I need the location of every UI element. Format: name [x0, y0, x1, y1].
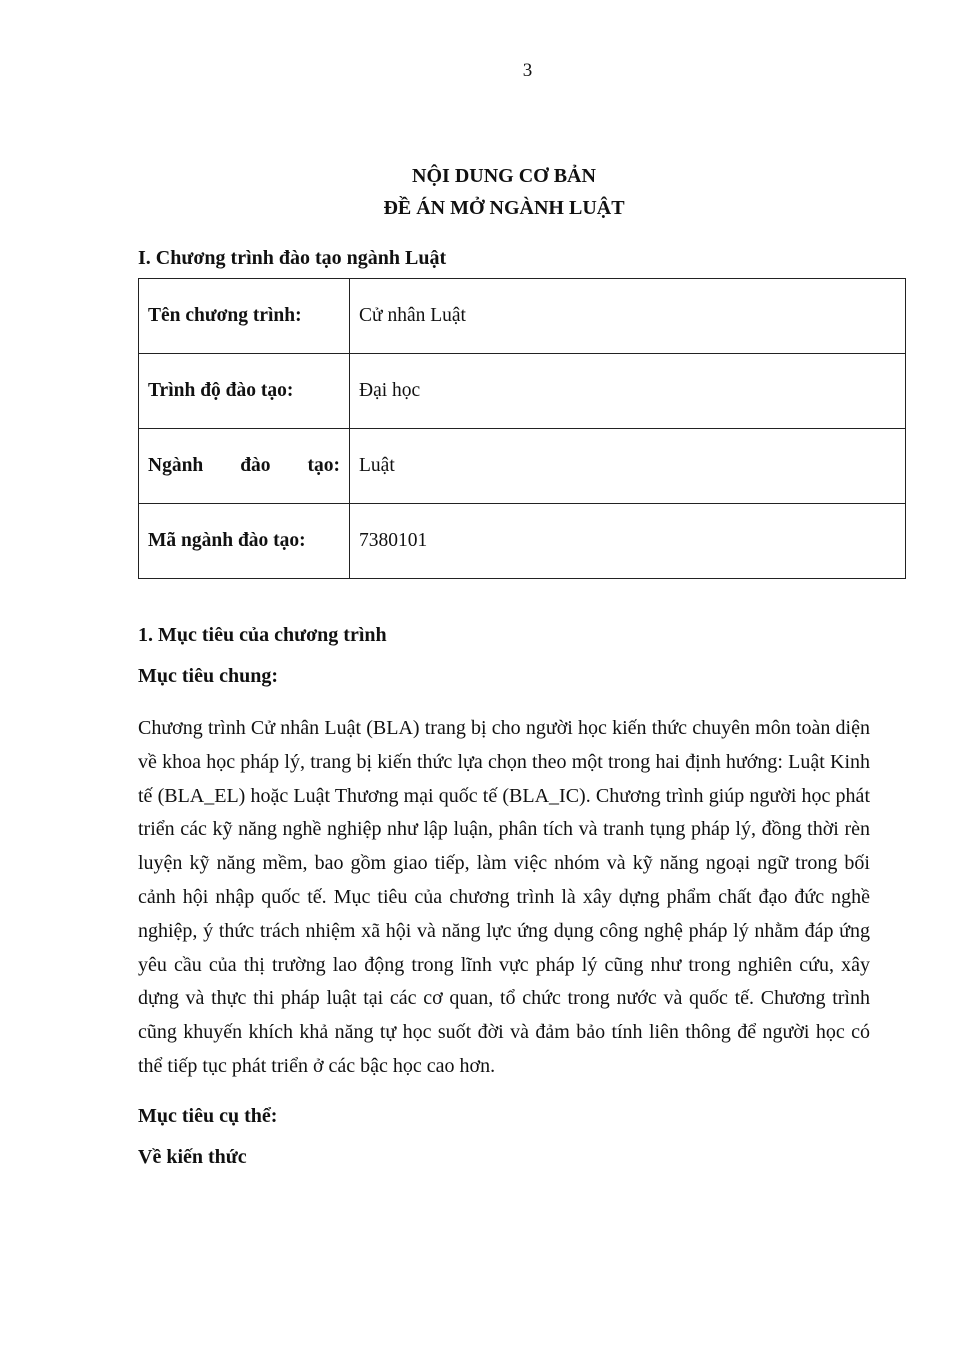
table-value-cell: Đại học — [350, 354, 906, 429]
general-objectives-text: Chương trình Cử nhân Luật (BLA) trang bị cho người học kiến thức chuyên môn toàn diện về khoa học pháp lý, trang bị kiến thức lựa chọn theo một trong hai định hướng: Luật Kinh tế (BLA_EL) hoặc Luật Thương mại quốc tế (BLA_IC). Chương trình giúp người học phát triển các kỹ năng nghề nghiệp như lập luận, phân tích và tranh tụng pháp lý, đồng thời rèn luyện kỹ năng mềm, bao gồm giao tiếp, làm việc nhóm và kỹ năng ngoại ngữ trong bối cảnh hội nhập quốc tế. Mục tiêu của chương trình là xây dựng phẩm chất đạo đức nghề nghiệp, ý thức trách nhiệm xã hội và năng lực ứng dụng công nghệ pháp lý nhằm đáp ứng yêu cầu của thị trường lao động trong lĩnh vực pháp lý cũng như trong nghiên cứu, xây dựng và thực thi pháp luật tại các cơ quan, tổ chức trong nước và quốc tế. Chương trình cũng khuyến khích khả năng tự học suốt đời và đảm bảo tính liên thông để người học có thể tiếp tục phát triển ở các bậc học cao hơn. — [138, 717, 870, 1077]
table-label-cell: Trình độ đào tạo: — [139, 354, 350, 429]
table-label-cell: Mã ngành đào tạo: — [139, 504, 350, 579]
table-row — [139, 504, 906, 579]
page-number: 3 — [522, 60, 533, 81]
table-row — [139, 279, 906, 354]
table-value-cell: 7380101 — [350, 504, 906, 579]
knowledge-heading: Về kiến thức — [138, 1146, 247, 1168]
label-word: tạo: — [307, 455, 340, 476]
general-objectives-heading: Mục tiêu chung: — [138, 665, 278, 687]
table-value-cell: Luật — [350, 429, 906, 504]
table-label-cell — [139, 429, 350, 504]
table-row — [139, 429, 906, 504]
section-heading: I. Chương trình đào tạo ngành Luật — [138, 247, 447, 269]
table-value-cell: Cử nhân Luật — [350, 279, 906, 354]
specific-objectives-heading: Mục tiêu cụ thể: — [138, 1105, 278, 1127]
justified-label — [148, 455, 340, 477]
objectives-heading: 1. Mục tiêu của chương trình — [138, 624, 387, 646]
program-info-table — [138, 278, 906, 579]
document-title: NỘI DUNG CƠ BẢN — [412, 165, 596, 187]
table-row — [139, 354, 906, 429]
table-label-cell: Tên chương trình: — [139, 279, 350, 354]
document-subtitle: ĐỀ ÁN MỞ NGÀNH LUẬT — [383, 197, 625, 219]
label-word: đào — [240, 455, 271, 476]
label-word: Ngành — [148, 455, 204, 476]
